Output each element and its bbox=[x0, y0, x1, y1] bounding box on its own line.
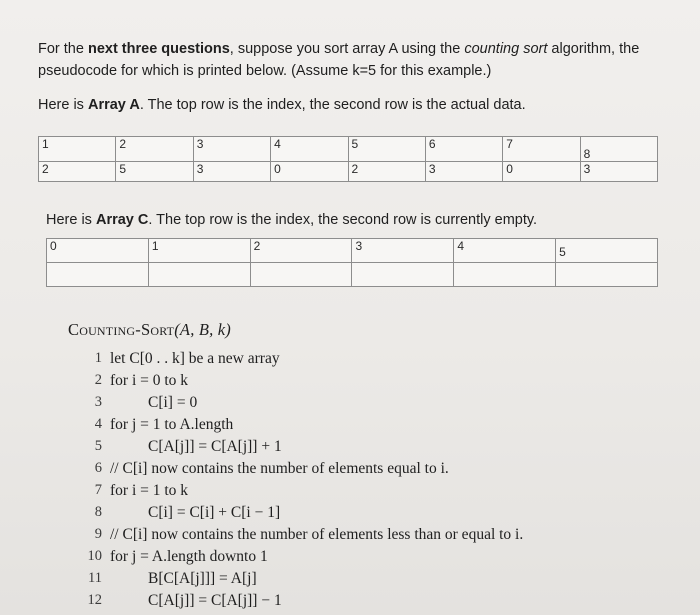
intro-italic: counting sort bbox=[464, 41, 548, 57]
array-c-index-cell: 2 bbox=[250, 239, 352, 263]
array-a-index-cell: 4 bbox=[271, 137, 348, 162]
array-c-empty-cell bbox=[47, 263, 149, 287]
array-a-data-cell: 3 bbox=[193, 162, 270, 182]
array-a-data-cell: 2 bbox=[39, 162, 116, 182]
array-c-index-cell: 5 bbox=[556, 239, 658, 263]
intro-bold: next three questions bbox=[87, 41, 230, 57]
array-c-index-cell: 3 bbox=[352, 239, 454, 263]
array-a-data-cell: 0 bbox=[271, 162, 348, 182]
array-a-data-row bbox=[39, 162, 658, 182]
array-c-empty-cell bbox=[556, 263, 658, 287]
array-a-data-cell: 5 bbox=[116, 162, 193, 182]
array-a-label: Here is Array A. The top row is the index, the second row is the actual data. bbox=[38, 97, 526, 113]
array-a-index-cell: 2 bbox=[116, 137, 193, 162]
array-c-empty-cell bbox=[250, 263, 352, 287]
intro-text: For the bbox=[38, 41, 88, 57]
array-c-index-cell: 0 bbox=[47, 239, 149, 263]
array-a-data-cell: 3 bbox=[580, 162, 657, 182]
array-c-data-row bbox=[47, 263, 658, 287]
array-a-data-cell: 2 bbox=[348, 162, 425, 182]
intro-text: , suppose you sort array A using the bbox=[229, 41, 465, 57]
array-c-index-cell: 4 bbox=[454, 239, 556, 263]
array-a-index-cell: 1 bbox=[39, 137, 116, 162]
array-a-data-cell: 0 bbox=[503, 162, 580, 182]
array-a-index-cell: 7 bbox=[503, 137, 580, 162]
array-c-empty-cell bbox=[352, 263, 454, 287]
array-c-index-row bbox=[47, 239, 658, 263]
array-a-index-row bbox=[39, 137, 658, 162]
array-c-empty-cell bbox=[148, 263, 250, 287]
array-a-index-cell: 3 bbox=[193, 137, 270, 162]
array-c-table bbox=[46, 238, 658, 287]
array-c-index-cell: 1 bbox=[148, 239, 250, 263]
pseudocode-title: Counting-Sort(A, B, k) bbox=[68, 320, 231, 339]
array-a-index-cell: 8 bbox=[580, 137, 657, 162]
array-c-empty-cell bbox=[454, 263, 556, 287]
array-a-data-cell: 3 bbox=[425, 162, 502, 182]
array-a-index-cell: 5 bbox=[348, 137, 425, 162]
array-c-label: Here is Array C. The top row is the index, the second row is currently empty. bbox=[46, 212, 538, 228]
array-a-index-cell: 6 bbox=[425, 137, 502, 162]
pseudocode-block: Counting-Sort(A, B, k) 1 let C[0 . . k] be a new array 2 for i = 0 to k 3 C[i] = 0 4 for j = 1 to A.length 5 C[A[j]] = C[A[j]] + 1 6 // C[i] now contains the number of elements equal to i. 7 for i = 1 to k 8 C[i] = C[i] + C[i − 1] 9 // C[i] now contains the number of elements less than or equal to i. 10 for j = A.length downto 1 11 B[C[A[j]]] = A[j] 12 C[A[j]] = C[A[j]] − 1 bbox=[68, 320, 524, 609]
intro-text: algorithm, the pseudocode for which is printed below. (Assume k=5 for this example.) bbox=[38, 41, 640, 79]
array-a-table bbox=[38, 136, 658, 182]
question-intro bbox=[38, 38, 668, 82]
